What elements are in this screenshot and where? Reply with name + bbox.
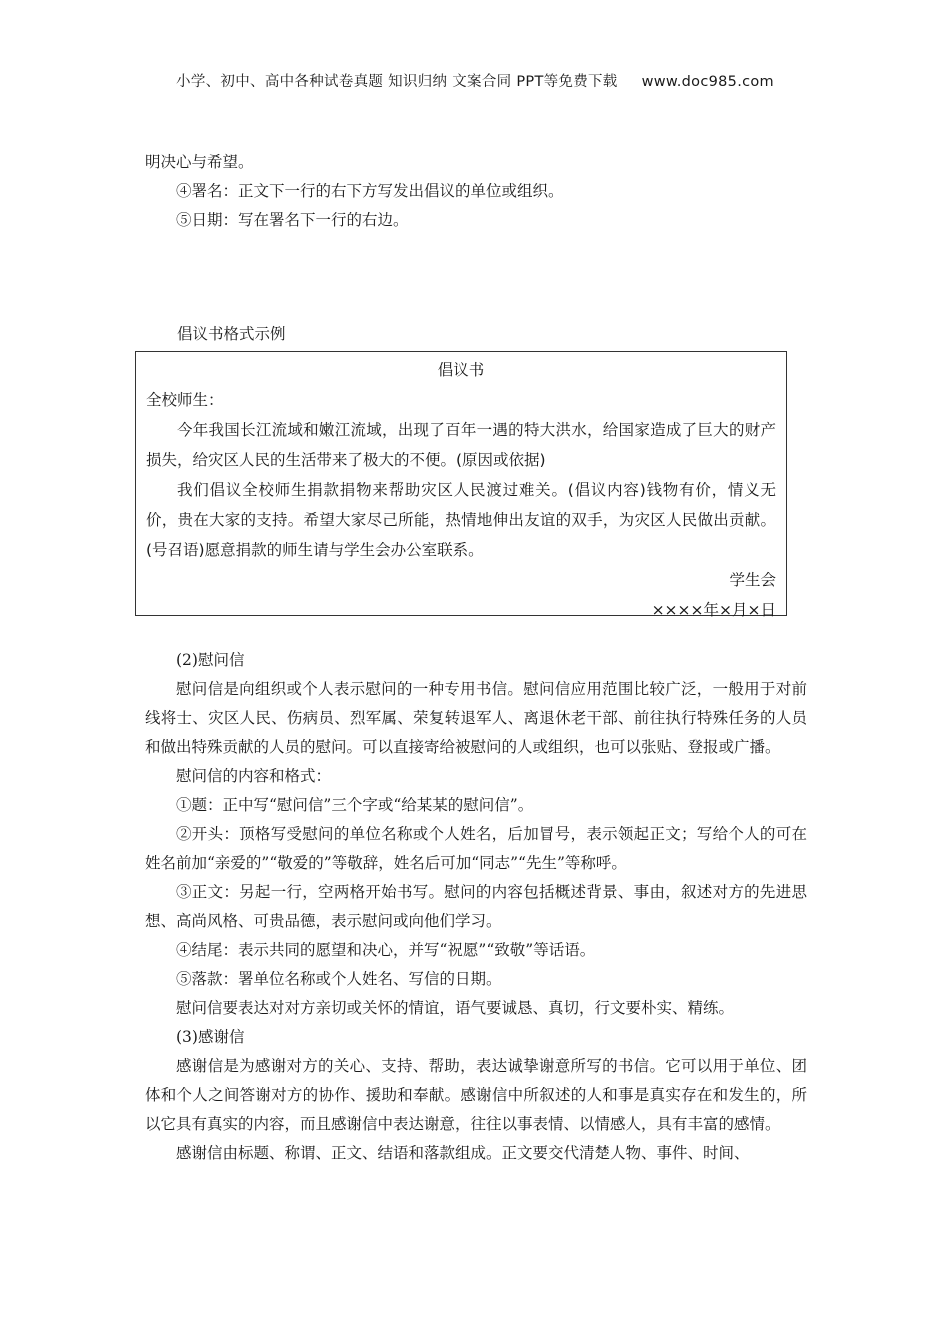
condolence-item: ③正文：另起一行，空两格开始书写。慰问的内容包括概述背景、事由，叙述对方的先进思想、高尚风格、可贵品德，表示慰问或向他们学习。 — [145, 883, 807, 930]
example-title: 倡议书 — [437, 361, 485, 379]
example-paragraph-proposal: 我们倡议全校师生捐款捐物来帮助灾区人民渡过难关。(倡议内容)钱物有价，情义无价，贵在大家的支持。希望大家尽己所能，热情地伸出友谊的双手，为灾区人民做出贡献。(号召语)愿意捐款的师生请与学生会办公室联系。 — [146, 481, 776, 559]
example-caption: 倡议书格式示例 — [177, 325, 286, 343]
condolence-intro: 慰问信是向组织或个人表示慰问的一种专用书信。慰问信应用范围比较广泛，一般用于对前线将士、灾区人民、伤病员、烈军属、荣复转退军人、离退休老干部、前往执行特殊任务的人员和做出特殊贡献的人员的慰问。可以直接寄给被慰问的人或组织，也可以张贴、登报或广播。 — [145, 680, 807, 756]
header-text: 小学、初中、高中各种试卷真题 知识归纳 文案合同 PPT等免费下载 — [176, 74, 618, 90]
section-heading-thanks: (3)感谢信 — [176, 1028, 245, 1046]
paragraph-continuation: 明决心与希望。 — [145, 153, 254, 171]
example-signature: 学生会 — [729, 571, 776, 589]
top-text-block — [145, 148, 807, 235]
thanks-paragraph: 感谢信由标题、称谓、正文、结语和落款组成。正文要交代清楚人物、事件、时间、 — [176, 1144, 750, 1162]
example-date: ××××年×月×日 — [651, 601, 776, 619]
section-heading-condolence: (2)慰问信 — [176, 651, 245, 669]
condolence-item: ②开头：顶格写受慰问的单位名称或个人姓名，后加冒号，表示领起正文；写给个人的可在姓名前加“亲爱的”“敬爱的”等敬辞，姓名后可加“同志”“先生”等称呼。 — [145, 825, 807, 872]
condolence-item: ①题：正中写“慰问信”三个字或“给某某的慰问信”。 — [176, 796, 534, 814]
example-paragraph-reason: 今年我国长江流域和嫩江流域，出现了百年一遇的特大洪水，给国家造成了巨大的财产损失，给灾区人民的生活带来了极大的不便。(原因或依据) — [146, 421, 776, 469]
list-item-date: ⑤日期：写在署名下一行的右边。 — [176, 211, 409, 229]
proposal-example-box — [135, 351, 787, 619]
header-site-url[interactable]: www.doc985.com — [641, 74, 774, 90]
condolence-item: ④结尾：表示共同的愿望和决心，并写“祝愿”“致敬”等话语。 — [176, 941, 596, 959]
thanks-paragraph: 感谢信是为感谢对方的关心、支持、帮助，表达诚挚谢意所写的书信。它可以用于单位、团体和个人之间答谢对方的协作、援助和奉献。感谢信中所叙述的人和事是真实存在和发生的，所以它具有真实的内容，而且感谢信中表达谢意，往往以事表情、以情感人，具有丰富的感情。 — [145, 1057, 807, 1133]
main-text-block — [145, 646, 807, 1168]
condolence-note: 慰问信要表达对对方亲切或关怀的情谊，语气要诚恳、真切，行文要朴实、精练。 — [176, 999, 735, 1017]
condolence-item: ⑤落款：署单位名称或个人姓名、写信的日期。 — [176, 970, 502, 988]
list-item-signature: ④署名：正文下一行的右下方写发出倡议的单位或组织。 — [176, 182, 564, 200]
condolence-format-title: 慰问信的内容和格式： — [176, 767, 332, 785]
page-header — [0, 70, 950, 91]
example-salutation: 全校师生： — [146, 391, 224, 409]
